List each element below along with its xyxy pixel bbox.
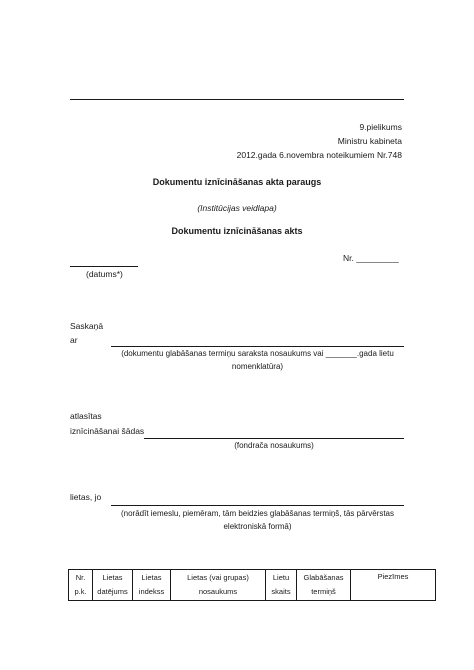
col-notes: Piezīmes xyxy=(351,570,436,601)
date-line xyxy=(70,266,138,267)
act-number-field: Nr. _________ xyxy=(343,253,399,263)
act-title: Dokumentu iznīcināšanas akts xyxy=(171,226,303,236)
reason-caption-2: elektroniskā formā) xyxy=(223,522,292,531)
header-rule xyxy=(70,99,404,100)
table-header-row xyxy=(69,570,436,601)
reason-line xyxy=(111,505,404,506)
basis-label-2: ar xyxy=(70,335,78,345)
annex-cabinet: Ministru kabineta xyxy=(337,136,402,146)
annex-number: 9.pielikums xyxy=(359,122,402,132)
reason-caption-1: (norādīt iemeslu, piemēram, tām beidzies glabāšanas termiņš, tās pārvērstas xyxy=(120,509,394,518)
letterhead-note: (Institūcijas veidlapa) xyxy=(197,203,277,213)
document-title: Dokumentu iznīcināšanas akta paraugs xyxy=(152,177,322,187)
col-number: Nr. p.k. xyxy=(69,570,93,601)
col-file-date: Lietas datējums xyxy=(93,570,133,601)
basis-line xyxy=(111,346,404,347)
col-file-index: Lietas indekss xyxy=(133,570,171,601)
reason-label: lietas, jo xyxy=(70,492,102,502)
col-file-count: Lietu skaits xyxy=(266,570,297,601)
basis-label-1: Saskaņā xyxy=(70,321,104,331)
basis-caption-1: (dokumentu glabāšanas termiņu saraksta nosaukums vai _______.gada lietu xyxy=(121,349,394,358)
col-retention: Glabāšanas termiņš xyxy=(297,570,351,601)
destruction-table xyxy=(68,569,436,601)
selected-label-1: atlasītas xyxy=(70,411,102,421)
annex-regulation: 2012.gada 6.novembra noteikumiem Nr.748 xyxy=(236,150,402,160)
col-file-title: Lietas (vai grupas) nosaukums xyxy=(171,570,266,601)
basis-caption-2: nomenklatūra) xyxy=(231,362,284,371)
fonds-caption: (fondrača nosaukums) xyxy=(234,441,314,450)
date-caption: (datums*) xyxy=(86,269,123,279)
selected-label-2: iznīcināšanai šādas xyxy=(70,426,145,436)
fonds-line xyxy=(144,438,404,439)
